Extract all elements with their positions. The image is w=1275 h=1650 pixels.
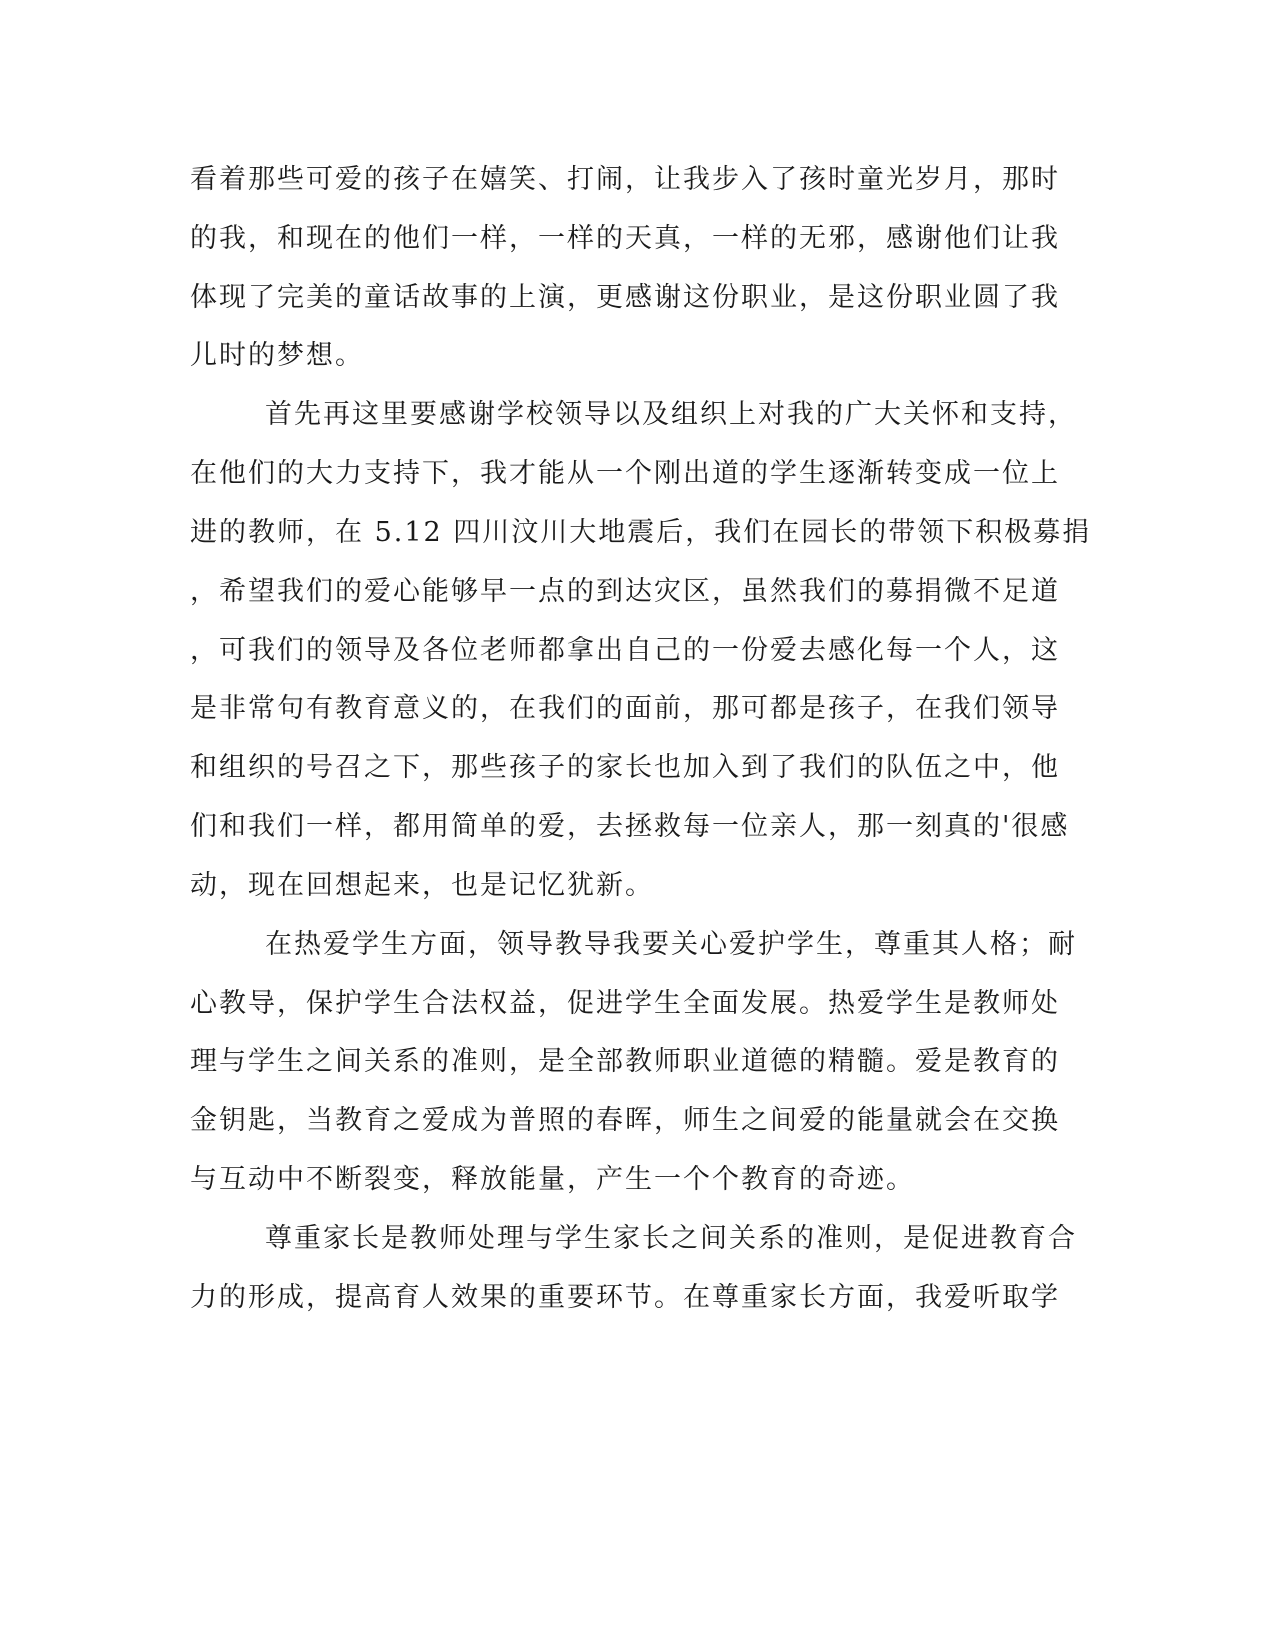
- text-line: 金钥匙，当教育之爱成为普照的春晖，师生之间爱的能量就会在交换: [190, 1105, 1060, 1136]
- text-line: 的我，和现在的他们一样，一样的天真，一样的无邪，感谢他们让我: [190, 223, 1060, 254]
- text-line: ，希望我们的爱心能够早一点的到达灾区，虽然我们的募捐微不足道: [190, 576, 1060, 607]
- text-line: ，可我们的领导及各位老师都拿出自己的一份爱去感化每一个人，这: [190, 635, 1060, 666]
- paragraph-start-line: 首先再这里要感谢学校领导以及组织上对我的广大关怀和支持，: [265, 399, 1077, 430]
- paragraph-start-line: 在热爱学生方面，领导教导我要关心爱护学生，尊重其人格；耐: [265, 929, 1077, 960]
- text-line: 儿时的梦想。: [190, 340, 364, 371]
- text-line: 进的教师，在 5.12 四川汶川大地震后，我们在园长的带领下积极募捐: [190, 517, 1092, 548]
- text-line: 与互动中不断裂变，释放能量，产生一个个教育的奇迹。: [190, 1164, 915, 1195]
- text-line: 心教导，保护学生合法权益，促进学生全面发展。热爱学生是教师处: [190, 988, 1060, 1019]
- text-line: 动，现在回想起来，也是记忆犹新。: [190, 870, 654, 901]
- text-line: 体现了完美的童话故事的上演，更感谢这份职业，是这份职业圆了我: [190, 282, 1060, 313]
- text-line: 们和我们一样，都用简单的爱，去拯救每一位亲人，那一刻真的'很感: [190, 811, 1070, 842]
- text-line: 是非常句有教育意义的，在我们的面前，那可都是孩子，在我们领导: [190, 693, 1060, 724]
- paragraph-start-line: 尊重家长是教师处理与学生家长之间关系的准则，是促进教育合: [265, 1223, 1077, 1254]
- text-line: 和组织的号召之下，那些孩子的家长也加入到了我们的队伍之中，他: [190, 752, 1060, 783]
- text-line: 看着那些可爱的孩子在嬉笑、打闹，让我步入了孩时童光岁月，那时: [190, 164, 1060, 195]
- text-line: 在他们的大力支持下，我才能从一个刚出道的学生逐渐转变成一位上: [190, 458, 1060, 489]
- text-line: 理与学生之间关系的准则，是全部教师职业道德的精髓。爱是教育的: [190, 1046, 1060, 1077]
- text-line: 力的形成，提高育人效果的重要环节。在尊重家长方面，我爱听取学: [190, 1282, 1060, 1313]
